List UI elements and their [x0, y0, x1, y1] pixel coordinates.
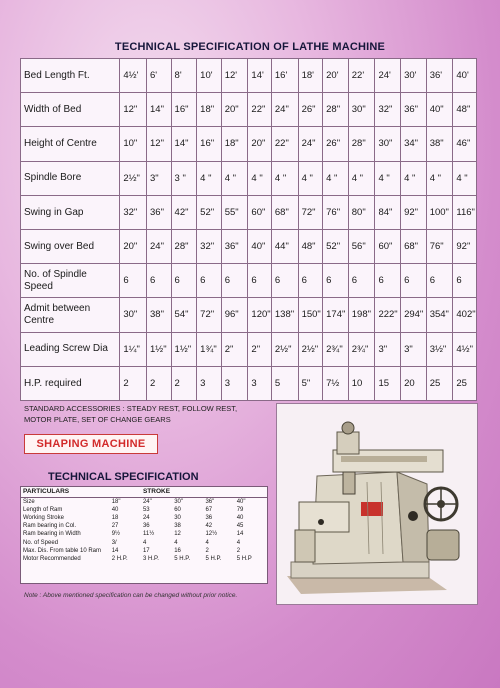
lathe-cell: 4 " — [323, 161, 349, 195]
lathe-cell: 7½ — [323, 366, 349, 400]
shaping-cell: 9½ — [111, 531, 121, 538]
lathe-row — [21, 298, 477, 332]
lathe-cell: 56" — [348, 229, 375, 263]
lathe-cell: 4 " — [298, 161, 323, 195]
lathe-cell: 3" — [147, 161, 172, 195]
shaping-cell: 12½ — [205, 531, 218, 538]
lathe-cell: 6 — [453, 264, 477, 298]
lathe-cell: 12" — [147, 127, 172, 161]
lathe-cell: 26" — [323, 127, 349, 161]
stroke-header: STROKE — [141, 487, 267, 498]
lathe-row-label: Admit between Centre — [21, 298, 120, 332]
lathe-cell: 5 — [271, 366, 298, 400]
shaping-cell: 45 — [236, 523, 244, 530]
lathe-cell: 42" — [171, 195, 197, 229]
lathe-cell: 52" — [197, 195, 222, 229]
shaping-row-label: Length of Ram — [23, 507, 63, 514]
lathe-row-label: Swing over Bed — [21, 229, 120, 263]
lathe-cell: 26" — [298, 93, 323, 127]
lathe-cell: 72" — [298, 195, 323, 229]
shaping-spec-title: TECHNICAL SPECIFICATION — [48, 471, 199, 483]
lathe-cell: 6 — [248, 264, 271, 298]
lathe-cell: 2 — [120, 366, 147, 400]
lathe-row-label: Bed Length Ft. — [21, 59, 120, 93]
lathe-cell: 4½' — [120, 59, 147, 93]
lathe-cell: 3 " — [171, 161, 197, 195]
lathe-cell: 6' — [147, 59, 172, 93]
shaping-cell: 4 — [174, 539, 178, 546]
shaping-cell: 3/ — [111, 539, 117, 546]
shaping-spec-box — [20, 486, 268, 584]
lathe-cell: 36" — [401, 93, 427, 127]
lathe-cell: 68" — [401, 229, 427, 263]
lathe-cell: 15 — [375, 366, 401, 400]
lathe-cell: 2 — [171, 366, 197, 400]
lathe-cell: 100" — [426, 195, 453, 229]
lathe-row — [21, 332, 477, 366]
lathe-cell: 14" — [171, 127, 197, 161]
shaping-cell: 36" — [205, 499, 215, 506]
lathe-cell: 6 — [298, 264, 323, 298]
lathe-cell: 72" — [197, 298, 222, 332]
lathe-cell: 6 — [147, 264, 172, 298]
lathe-cell: 3 — [248, 366, 271, 400]
shaping-machine-heading: SHAPING MACHINE — [24, 434, 158, 454]
lathe-cell: 4 " — [375, 161, 401, 195]
lathe-cell: 116" — [453, 195, 477, 229]
lathe-cell: 92" — [453, 229, 477, 263]
shaping-cell: 18 — [111, 515, 119, 522]
lathe-cell: 4 " — [453, 161, 477, 195]
lathe-cell: 1½" — [171, 332, 197, 366]
lathe-cell: 4 " — [426, 161, 453, 195]
lathe-cell: 10" — [120, 127, 147, 161]
lathe-cell: 354" — [426, 298, 453, 332]
lathe-cell: 55" — [221, 195, 248, 229]
lathe-cell: 46" — [453, 127, 477, 161]
shaping-row-label: Working Stroke — [23, 515, 64, 522]
lathe-cell: 4 " — [197, 161, 222, 195]
lathe-row — [21, 127, 477, 161]
shaping-cell: 17 — [142, 547, 150, 554]
lathe-cell: 20" — [221, 93, 248, 127]
lathe-cell: 10 — [348, 366, 375, 400]
lathe-cell: 174" — [323, 298, 349, 332]
lathe-cell: 32" — [120, 195, 147, 229]
lathe-cell: 38" — [426, 127, 453, 161]
lathe-cell: 222" — [375, 298, 401, 332]
lathe-cell: 48" — [453, 93, 477, 127]
lathe-cell: 36' — [426, 59, 453, 93]
shaping-cell: 11½ — [142, 531, 155, 538]
shaping-cell: 42 — [205, 523, 213, 530]
shaping-cell: 16 — [174, 547, 181, 554]
lathe-cell: 10' — [197, 59, 222, 93]
shaping-cell: 4 — [142, 539, 147, 546]
lathe-cell: 1¼" — [120, 332, 147, 366]
lathe-cell: 20" — [120, 229, 147, 263]
lathe-cell: 40" — [248, 229, 271, 263]
lathe-cell: 12" — [120, 93, 147, 127]
particulars-header: PARTICULARS — [21, 487, 110, 498]
shaping-cell: 79 — [236, 507, 244, 514]
lathe-cell: 150" — [298, 298, 323, 332]
lathe-cell: 6 — [221, 264, 248, 298]
lathe-spec-title: TECHNICAL SPECIFICATION OF LATHE MACHINE — [114, 41, 386, 53]
lathe-cell: 30' — [401, 59, 427, 93]
lathe-cell: 4 " — [248, 161, 271, 195]
shaping-row-label: Motor Recommended — [23, 555, 81, 562]
shaping-cell: 2 — [205, 547, 209, 554]
lathe-cell: 28" — [171, 229, 197, 263]
lathe-cell: 16" — [171, 93, 197, 127]
lathe-row-label: H.P. required — [21, 366, 120, 400]
lathe-cell: 60" — [248, 195, 271, 229]
lathe-cell: 2½" — [271, 332, 298, 366]
shaping-cell: 36 — [142, 523, 150, 530]
lathe-cell: 25 — [426, 366, 453, 400]
lathe-row-label: Leading Screw Dia — [21, 332, 120, 366]
lathe-cell: 5" — [298, 366, 323, 400]
lathe-row — [21, 229, 477, 263]
lathe-cell: 22" — [271, 127, 298, 161]
lathe-cell: 80" — [348, 195, 375, 229]
lathe-cell: 52" — [323, 229, 349, 263]
lathe-row-label: Spindle Bore — [21, 161, 120, 195]
lathe-cell: 402" — [453, 298, 477, 332]
lathe-cell: 36" — [221, 229, 248, 263]
lathe-cell: 6 — [375, 264, 401, 298]
lathe-cell: 76" — [323, 195, 349, 229]
lathe-cell: 6 — [120, 264, 147, 298]
lathe-cell: 24" — [271, 93, 298, 127]
lathe-cell: 14' — [248, 59, 271, 93]
lathe-cell: 96" — [221, 298, 248, 332]
lathe-cell: 25 — [453, 366, 477, 400]
lathe-cell: 40" — [426, 93, 453, 127]
shaping-header-row — [21, 487, 267, 498]
lathe-cell: 3 — [221, 366, 248, 400]
lathe-cell: 3" — [375, 332, 401, 366]
shaping-row-label: Ram bearing in Width — [23, 531, 81, 538]
lathe-cell: 30" — [375, 127, 401, 161]
accessories-line-2: MOTOR PLATE, SET OF CHANGE GEARS — [24, 414, 171, 424]
shaping-machine-illustration — [277, 404, 477, 604]
lathe-cell: 54" — [171, 298, 197, 332]
shaping-cell: 2 — [236, 547, 241, 554]
lathe-cell: 4½" — [453, 332, 477, 366]
lathe-cell: 44" — [271, 229, 298, 263]
lathe-cell: 28" — [323, 93, 349, 127]
lathe-cell: 3½" — [426, 332, 453, 366]
lathe-cell: 18' — [298, 59, 323, 93]
lathe-cell: 36" — [147, 195, 172, 229]
shaping-cell: 40" — [236, 499, 246, 506]
shaping-cell: 40 — [111, 507, 119, 514]
shaping-cell: 30" — [174, 499, 184, 506]
lathe-row — [21, 264, 477, 298]
lathe-cell: 22" — [248, 93, 271, 127]
shaping-row-label: Size — [23, 499, 35, 506]
shaping-spec-table — [21, 487, 267, 563]
lathe-cell: 18" — [197, 93, 222, 127]
shaping-row-label: No. of Speed — [23, 539, 59, 546]
lathe-cell: 2½" — [120, 161, 147, 195]
lathe-cell: 1½" — [147, 332, 172, 366]
shaping-cell: 36 — [205, 515, 213, 522]
lathe-cell: 14" — [147, 93, 172, 127]
lathe-cell: 20" — [248, 127, 271, 161]
lathe-cell: 4 " — [348, 161, 375, 195]
lathe-cell: 4 " — [221, 161, 248, 195]
lathe-row-label: Height of Centre — [21, 127, 120, 161]
shaping-row — [21, 522, 267, 530]
lathe-cell: 12' — [221, 59, 248, 93]
shaping-cell: 5 H.P — [236, 555, 252, 562]
shaping-row-label: Max. Dis. From table 10 Ram — [23, 547, 102, 554]
lathe-cell: 6 — [401, 264, 427, 298]
shaping-cell: 3 H.P. — [142, 555, 159, 562]
lathe-cell: 3" — [401, 332, 427, 366]
lathe-cell: 18" — [221, 127, 248, 161]
shaping-cell: 30 — [174, 515, 181, 522]
lathe-row-label: Swing in Gap — [21, 195, 120, 229]
lathe-cell: 138" — [271, 298, 298, 332]
shaping-machine-photo — [276, 403, 478, 605]
lathe-row — [21, 161, 477, 195]
lathe-cell: 76" — [426, 229, 453, 263]
shaping-cell: 40 — [236, 515, 244, 522]
lathe-row — [21, 366, 477, 400]
lathe-cell: 6 — [271, 264, 298, 298]
shaping-cell: 2 H.P. — [111, 555, 128, 562]
lathe-cell: 2 — [147, 366, 172, 400]
lathe-row — [21, 195, 477, 229]
shaping-row — [21, 498, 267, 507]
shaping-cell: 5 H.P. — [174, 555, 191, 562]
lathe-cell: 6 — [426, 264, 453, 298]
shaping-cell: 38 — [174, 523, 181, 530]
shaping-row — [21, 530, 267, 538]
lathe-cell: 24" — [147, 229, 172, 263]
lathe-cell: 294" — [401, 298, 427, 332]
lathe-cell: 32" — [375, 93, 401, 127]
lathe-cell: 38" — [147, 298, 172, 332]
lathe-cell: 22' — [348, 59, 375, 93]
lathe-cell: 8' — [171, 59, 197, 93]
lathe-cell: 28" — [348, 127, 375, 161]
lathe-cell: 16" — [197, 127, 222, 161]
disclaimer-note: Note : Above mentioned specification can be changed without prior notice. — [24, 592, 238, 599]
shaping-row — [21, 555, 267, 563]
shaping-cell: 12 — [174, 531, 181, 538]
lathe-cell: 4 " — [401, 161, 427, 195]
lathe-cell: 20' — [323, 59, 349, 93]
lathe-cell: 2" — [248, 332, 271, 366]
shaping-cell: 67 — [205, 507, 213, 514]
shaping-row — [21, 506, 267, 514]
lathe-cell: 48" — [298, 229, 323, 263]
lathe-cell: 120" — [248, 298, 271, 332]
lathe-cell: 24" — [298, 127, 323, 161]
lathe-cell: 4 " — [271, 161, 298, 195]
shaping-cell: 27 — [111, 523, 119, 530]
shaping-cell: 24 — [142, 515, 150, 522]
shaping-row — [21, 538, 267, 546]
lathe-cell: 20 — [401, 366, 427, 400]
shaping-cell: 60 — [174, 507, 181, 514]
lathe-cell: 60" — [375, 229, 401, 263]
lathe-cell: 34" — [401, 127, 427, 161]
shaping-cell: 53 — [142, 507, 150, 514]
lathe-row-label: No. of Spindle Speed — [21, 264, 120, 298]
lathe-cell: 30" — [348, 93, 375, 127]
lathe-cell: 24' — [375, 59, 401, 93]
lathe-cell: 92" — [401, 195, 427, 229]
lathe-cell: 84" — [375, 195, 401, 229]
lathe-cell: 198" — [348, 298, 375, 332]
lathe-cell: 1¾" — [197, 332, 222, 366]
shaping-cell: 4 — [236, 539, 241, 546]
lathe-cell: 2" — [221, 332, 248, 366]
lathe-row — [21, 59, 477, 93]
lathe-cell: 2¾" — [348, 332, 375, 366]
lathe-cell: 3 — [197, 366, 222, 400]
lathe-cell: 6 — [348, 264, 375, 298]
shaping-row-label: Ram bearing in Col. — [23, 523, 77, 530]
standard-accessories-text — [24, 404, 264, 426]
shaping-cell: 18" — [111, 499, 121, 506]
lathe-spec-table — [20, 58, 477, 401]
lathe-cell: 2½" — [298, 332, 323, 366]
lathe-cell: 2¾" — [323, 332, 349, 366]
lathe-cell: 6 — [197, 264, 222, 298]
shaping-row — [21, 547, 267, 555]
lathe-cell: 6 — [323, 264, 349, 298]
lathe-cell: 32" — [197, 229, 222, 263]
shaping-cell: 14 — [236, 531, 244, 538]
shaping-cell: 5 H.P. — [205, 555, 222, 562]
accessories-line-1: STANDARD ACCESSORIES : STEADY REST, FOLLOW REST, — [24, 404, 238, 413]
shaping-cell: 14 — [111, 547, 119, 554]
lathe-cell: 6 — [171, 264, 197, 298]
lathe-row-label: Width of Bed — [21, 93, 120, 127]
shaping-cell: 4 — [205, 539, 209, 546]
lathe-cell: 68" — [271, 195, 298, 229]
lathe-row — [21, 93, 477, 127]
lathe-cell: 16' — [271, 59, 298, 93]
lathe-cell: 40' — [453, 59, 477, 93]
shaping-cell: 24" — [142, 499, 152, 506]
shaping-row — [21, 514, 267, 522]
lathe-cell: 30" — [120, 298, 147, 332]
